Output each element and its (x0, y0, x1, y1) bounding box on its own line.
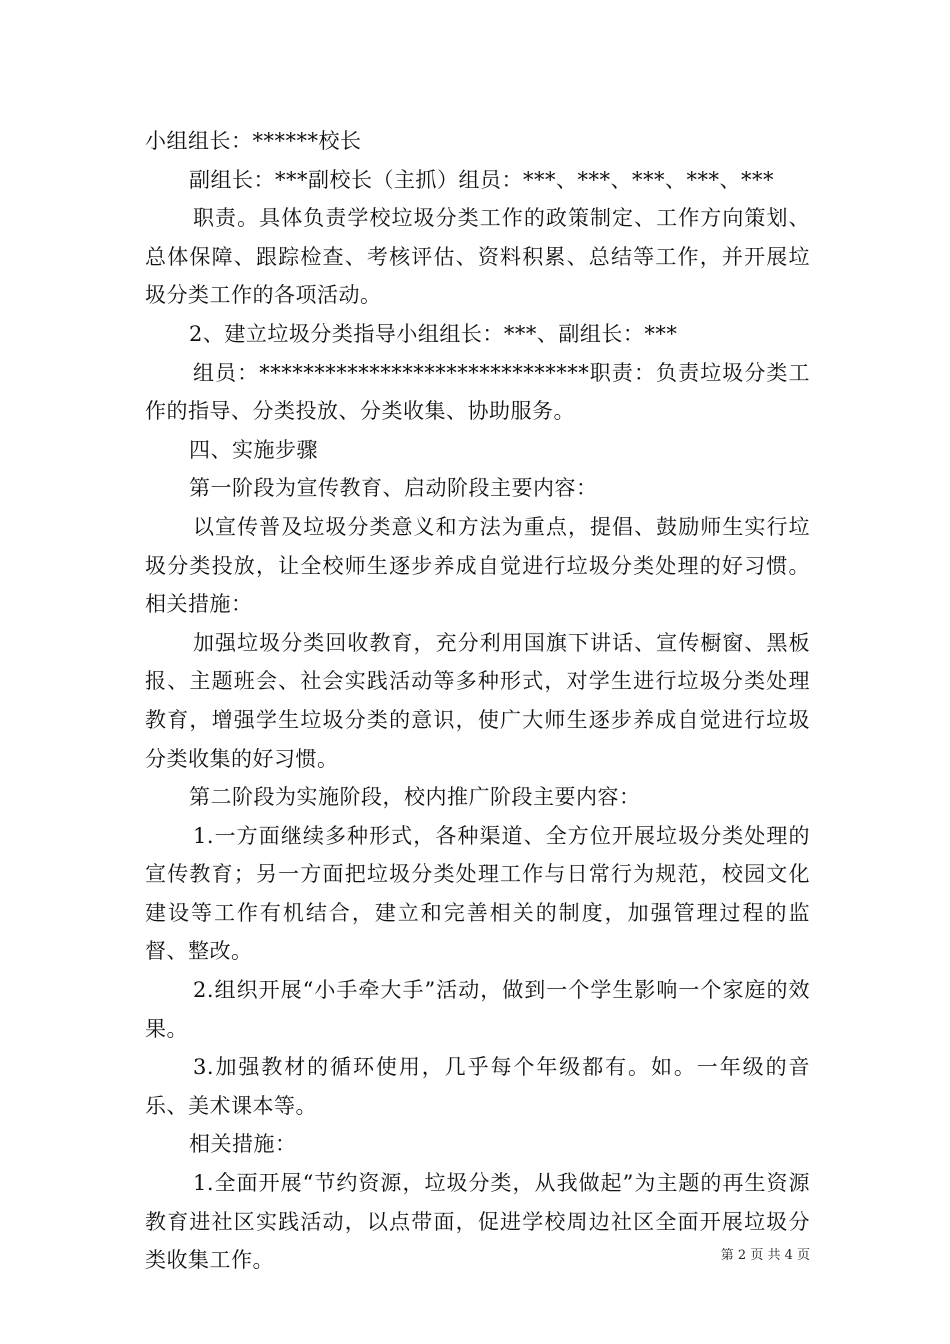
paragraph-phase-one: 第一阶段为宣传教育、启动阶段主要内容： (189, 476, 598, 501)
paragraph-members: 组员：******************************职责：负责垃圾分类工作的指导、分类投放、分类收集、协助服务。 (145, 360, 810, 424)
list-item-measure-1: 1.全面开展“节约资源，垃圾分类，从我做起”为主题的再生资源教育进社区实践活动，以点带面，促进学校周边社区全面开展垃圾分类收集工作。 (145, 1171, 810, 1273)
paragraph-education: 加强垃圾分类回收教育，充分利用国旗下讲话、宣传橱窗、黑板报、主题班会、社会实践活动等多种形式，对学生进行垃圾分类处理教育，增强学生垃圾分类的意识，使广大师生逐步养成自觉进行垃圾分类收集的好习惯。 (145, 630, 810, 771)
list-item-2: 2.组织开展“小手牵大手”活动，做到一个学生影响一个家庭的效果。 (145, 978, 810, 1041)
list-item-1: 1.一方面继续多种形式，各种渠道、全方位开展垃圾分类处理的宣传教育；另一方面把垃圾分类处理工作与日常行为规范，校园文化建设等工作有机结合，建立和完善相关的制度，加强管理过程的监督、整改。 (145, 823, 810, 964)
paragraph-duties: 职责。具体负责学校垃圾分类工作的政策制定、工作方向策划、总体保障、跟踪检查、考核评估、资料积累、总结等工作，并开展垃圾分类工作的各项活动。 (145, 206, 810, 308)
paragraph-group-leader: 小组组长：******校长 (145, 129, 362, 153)
paragraph-guidance-group: 2、建立垃圾分类指导小组组长：***、副组长：*** (189, 321, 678, 346)
paragraph-phase-one-content: 以宣传普及垃圾分类意义和方法为重点，提倡、鼓励师生实行垃圾分类投放，让全校师生逐步养成自觉进行垃圾分类处理的好习惯。相关措施： (145, 514, 810, 617)
document-body (145, 122, 810, 1280)
paragraph-deputy-leader: 副组长：***副校长（主抓）组员：***、***、***、***、*** (189, 167, 774, 192)
section-heading-steps: 四、实施步骤 (189, 437, 318, 462)
paragraph-measures: 相关措施： (189, 1132, 297, 1157)
page-number: 第 2 页 共 4 页 (720, 1248, 810, 1263)
paragraph-phase-two: 第二阶段为实施阶段，校内推广阶段主要内容： (189, 785, 641, 810)
list-item-3: 3.加强教材的循环使用，几乎每个年级都有。如。一年级的音乐、美术课本等。 (145, 1055, 810, 1118)
